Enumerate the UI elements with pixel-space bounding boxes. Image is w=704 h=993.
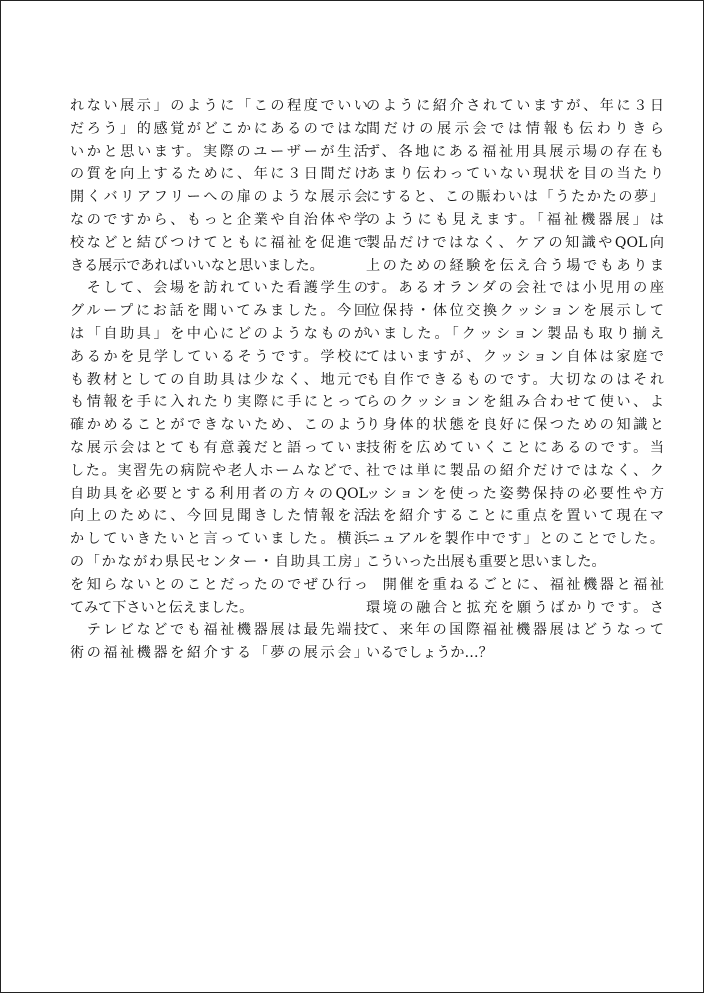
text-line: ず、各地にある福祉用具展示場の存在も [366,143,664,160]
text-line: あまり伝わっていない現状を目の当たり [366,166,664,183]
text-line: あるかを見学しているそうです。学校に [70,348,368,365]
text-line: テレビなどでも福祉機器展は最先端技 [70,622,368,639]
text-line: そして、会場を訪れていた看護学生の [70,280,368,297]
text-line: を知らないとのことだったのでぜひ行っ [70,576,368,593]
text-line: いるでしょうか…？ [366,645,493,662]
text-line: の質を向上するために、年に３日間だけ [70,166,368,183]
text-line: も自作できるものです。大切なのはそれ [366,371,664,388]
text-line: だろう」的感覚がどこかにあるのではな [70,120,368,137]
text-line: 自助具を必要とする利用者の方々のQOL [70,485,368,502]
text-line: り身体的状態を良好に保つための知識と [366,417,664,434]
text-line: なのですから、もっと企業や自治体や学 [70,211,368,228]
text-line: ニュアルを製作中です」とのことでした。 [366,531,664,548]
text-line: 間だけの展示会では情報も伝わりきら [366,120,664,137]
text-line: かしていきたいと言っていました。横浜 [70,531,368,548]
text-line: 術の福祉機器を紹介する「夢の展示会」 [70,645,368,662]
text-line: は「自助具」を中心にどのようなものが [70,325,368,342]
text-line: も情報を手に入れたり実際に手にとって [70,394,368,411]
text-line: 環境の融合と拡充を願うばかりです。さ [366,599,664,616]
right-text-column [366,95,664,665]
text-line: の「かながわ県民センター・自助具工房」 [70,553,368,570]
text-line: した。実習先の病院や老人ホームなどで、 [70,462,368,479]
text-line: 開催を重ねるごとに、福祉機器と福祉 [366,576,664,593]
text-line: て、来年の国際福祉機器展はどうなって [366,622,664,639]
text-line: な展示会はとても有意義だと語っていま [70,439,368,456]
text-line: 開くバリアフリーへの扉のような展示会 [70,189,368,206]
text-line: 位保持・体位交換クッションを展示して [366,303,664,320]
text-line: す。あるオランダの会社では小児用の座 [366,280,664,297]
text-line: にすると、この賑わいは「うたかたの夢」 [366,189,664,206]
text-line: 社では単に製品の紹介だけではなく、ク [366,462,664,479]
text-line: 法を紹介することに重点を置いて現在マ [366,508,664,525]
text-line: も教材としての自助具は少なく、地元で [70,371,368,388]
text-line: グループにお話を聞いてみました。今回 [70,303,368,320]
text-line: のようにも見えます。「福祉機器展」は [366,211,664,228]
text-line: 上のための経験を伝え合う場でもありま [366,257,664,274]
text-line: 向上のために、今回見聞きした情報を活 [70,508,368,525]
text-line: れない展示」のように「この程度でいい [70,98,368,114]
text-line: いました。「クッション製品も取り揃え [366,325,664,342]
text-line: てみて下さいと伝えました。 [70,599,254,616]
text-line: こういった出展も重要と思いました。 [366,553,606,570]
text-line: きる展示であればいいなと思いました。 [70,257,324,274]
text-line: 製品だけではなく、ケアの知識やQOL向 [366,234,664,251]
text-line: らのクッションを組み合わせて使い、よ [366,394,664,411]
text-line: 確かめることができないため、このよう [70,417,368,434]
text-line: のように紹介されていますが、年に３日 [366,98,664,114]
text-line: 校などと結びつけてともに福祉を促進で [70,234,368,251]
left-text-column [70,95,368,665]
text-line: 技術を広めていくことにあるのです。当 [366,439,664,456]
text-line: てはいますが、クッション自体は家庭で [366,348,664,365]
text-line: いかと思います。実際のユーザーが生活 [70,143,368,160]
text-line: ッションを使った姿勢保持の必要性や方 [366,485,664,502]
